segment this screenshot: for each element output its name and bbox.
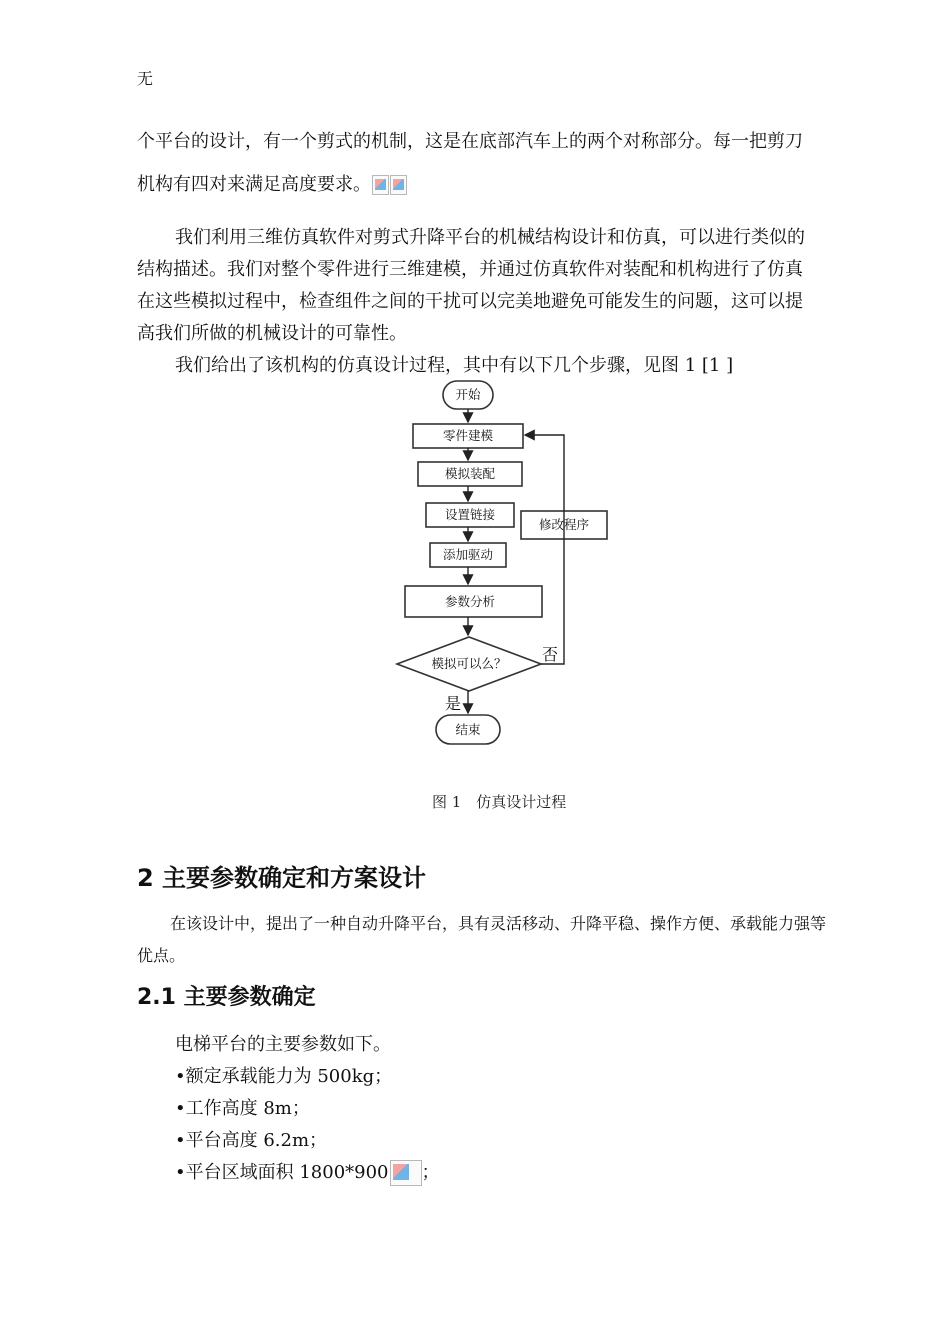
subsection-heading: 2.1 主要参数确定 — [137, 985, 316, 1010]
paragraph-line: 高我们所做的机械设计的可靠性。 — [137, 323, 407, 344]
start-label: 开始 — [455, 387, 481, 402]
paragraph-line: 优点。 — [137, 946, 186, 965]
list-item — [175, 1158, 440, 1186]
paragraph-line: 电梯平台的主要参数如下。 — [175, 1034, 391, 1055]
paragraph-line: 个平台的设计，有一个剪式的机制，这是在底部汽车上的两个对称部分。每一把剪刀 — [137, 131, 803, 152]
section-heading: 2 主要参数确定和方案设计 — [137, 864, 427, 892]
paragraph-text: 机构有四对来满足高度要求。 — [137, 174, 371, 195]
list-item: •额定承载能力为 500kg； — [175, 1066, 393, 1087]
yes-label: 是 — [444, 694, 462, 713]
page-header: 无 — [137, 69, 154, 88]
loop-label: 修改程序 — [538, 517, 590, 532]
list-item: •工作高度 8m； — [175, 1098, 310, 1119]
step-label: 添加驱动 — [442, 547, 494, 562]
paragraph-line: 我们给出了该机构的仿真设计过程，其中有以下几个步骤，见图 1 [1 ] — [175, 355, 734, 376]
list-item-tail: ； — [421, 1162, 440, 1183]
list-item: •平台高度 6.2m； — [175, 1130, 328, 1151]
step-label: 零件建模 — [442, 428, 494, 443]
figure-caption: 图 1 仿真设计过程 — [432, 793, 567, 811]
broken-image-icon — [390, 175, 407, 195]
loop-arrow — [525, 435, 564, 664]
step-label: 模拟装配 — [444, 466, 496, 481]
broken-image-icon — [390, 1160, 422, 1186]
paragraph-line: 结构描述。我们对整个零件进行三维建模，并通过仿真软件对装配和机构进行了仿真 — [137, 259, 803, 280]
step-label: 设置链接 — [444, 507, 496, 522]
end-label: 结束 — [455, 722, 481, 737]
list-item-text: •平台区域面积 1800*900 — [175, 1162, 389, 1183]
paragraph-line: 我们利用三维仿真软件对剪式升降平台的机械结构设计和仿真，可以进行类似的 — [175, 227, 805, 248]
step-label: 参数分析 — [444, 594, 496, 609]
flowchart — [380, 375, 640, 755]
decision-label: 模拟可以么？ — [431, 656, 507, 671]
no-label: 否 — [541, 645, 559, 664]
paragraph-line — [137, 170, 407, 196]
paragraph-line: 在该设计中，提出了一种自动升降平台，具有灵活移动、升降平稳、操作方便、承载能力强等 — [170, 914, 827, 933]
paragraph-line: 在这些模拟过程中，检查组件之间的干扰可以完美地避免可能发生的问题，这可以提 — [137, 291, 803, 312]
broken-image-icon — [372, 175, 389, 195]
